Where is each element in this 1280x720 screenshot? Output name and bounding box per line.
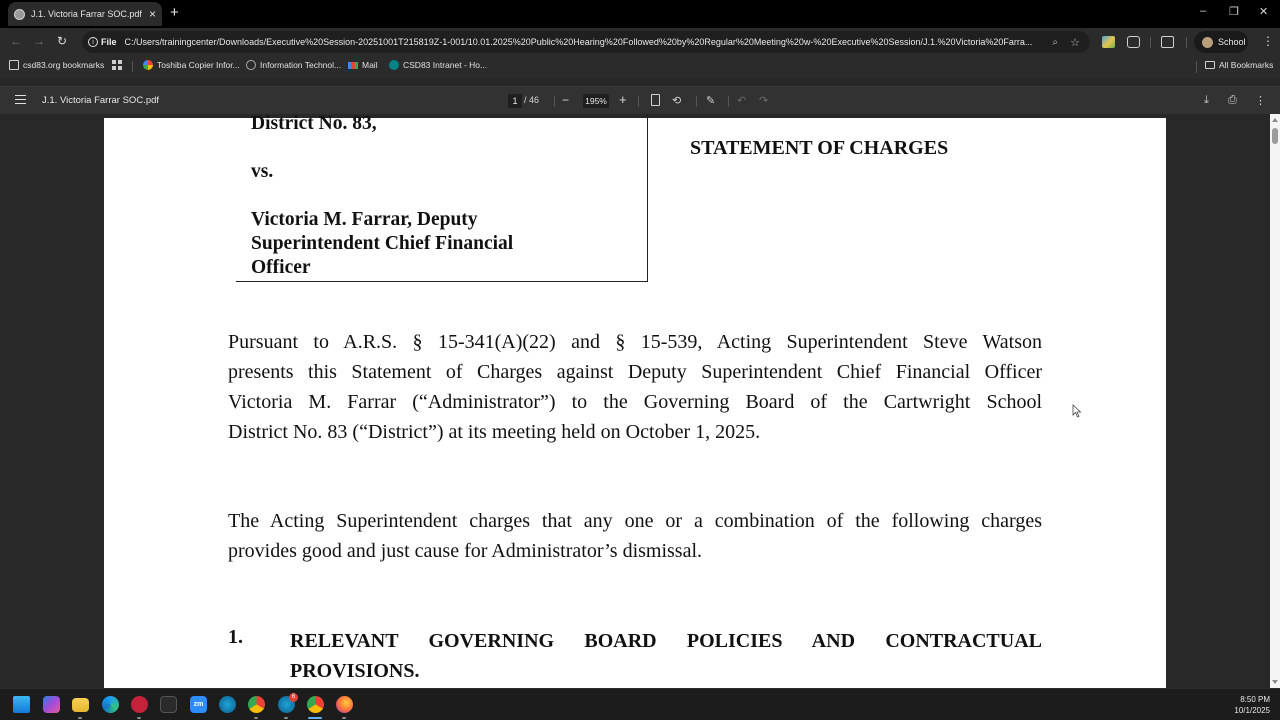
caption-respondent-3: Officer xyxy=(251,257,311,278)
zoom-in-button[interactable]: + xyxy=(619,92,627,107)
forward-button[interactable]: → xyxy=(33,34,45,48)
zoom-icon[interactable]: ⌕ xyxy=(1052,36,1058,48)
section-heading: RELEVANT GOVERNING BOARD POLICIES AND CONTRACTUAL PROVISIONS. xyxy=(290,630,1042,682)
navigation-bar xyxy=(0,28,1280,56)
google-icon xyxy=(143,60,153,70)
bookmark-csd83-intranet[interactable]: CSD83 Intranet - Ho... xyxy=(389,60,487,70)
profile-button[interactable] xyxy=(1194,31,1248,53)
page-total: / 46 xyxy=(524,95,540,105)
title-bar xyxy=(0,0,1280,28)
bookmarks-divider xyxy=(1196,61,1197,73)
apps-button[interactable] xyxy=(112,60,122,70)
scrollbar-thumb[interactable] xyxy=(1272,128,1278,144)
pdf-page xyxy=(104,114,1166,688)
tab-close-icon[interactable]: × xyxy=(148,7,156,21)
side-panel-icon[interactable] xyxy=(1161,36,1174,48)
bookmark-toshiba[interactable]: Toshiba Copier Infor... xyxy=(143,60,240,70)
caption-vs: vs. xyxy=(251,161,274,182)
terminal-icon[interactable] xyxy=(160,696,177,713)
copilot-icon[interactable] xyxy=(43,696,60,713)
extension-icon[interactable] xyxy=(1102,36,1115,48)
scroll-up-arrow-icon[interactable] xyxy=(1272,118,1278,122)
file-explorer-icon[interactable] xyxy=(72,698,89,712)
page-number-input[interactable]: 1 xyxy=(508,94,522,108)
globe-icon xyxy=(14,9,25,20)
site-icon xyxy=(246,60,256,70)
rotate-icon[interactable]: ⟲ xyxy=(672,95,682,107)
running-indicator xyxy=(284,717,288,719)
running-indicator xyxy=(342,717,346,719)
bookmark-information-technology[interactable]: Information Technol... xyxy=(246,60,341,70)
mouse-cursor-icon xyxy=(1072,404,1082,418)
scroll-down-arrow-icon[interactable] xyxy=(1272,680,1278,684)
clock-date: 10/1/2025 xyxy=(1234,706,1270,715)
section-number: 1. xyxy=(228,626,243,648)
info-icon[interactable]: i xyxy=(88,37,98,47)
url-text[interactable]: C:/Users/trainingcenter/Downloads/Executive%20Session-20251001T215819Z-1-001/10.01.2025%20Public%20Hearing%20Followed%20by%20Regular%20Meeting%20w-%20Executive%20Session/J.1.%20Victoria%20Farra... xyxy=(124,37,1033,47)
caption-respondent-1: Victoria M. Farrar, Deputy xyxy=(251,209,478,230)
fit-page-icon[interactable] xyxy=(651,94,660,106)
paragraph-charges: The Acting Superintendent charges that any one or a combination of the following charges provides good and just cause for Administrator’s dismissal. xyxy=(228,510,1042,562)
gmail-icon xyxy=(348,62,358,69)
close-window-button[interactable]: ✕ xyxy=(1259,6,1269,18)
system-clock[interactable] xyxy=(1234,694,1270,716)
webex-icon[interactable] xyxy=(219,696,236,713)
bookmarks-divider xyxy=(132,61,133,72)
bookmark-folder-csd83[interactable]: csd83.org bookmarks xyxy=(9,60,104,70)
windows-start-icon[interactable] xyxy=(13,696,30,713)
taskbar xyxy=(0,688,1280,720)
reload-button[interactable]: ↻ xyxy=(57,34,68,48)
notification-badge: 6 xyxy=(289,693,298,702)
running-indicator xyxy=(78,717,82,719)
scheme-label: File xyxy=(101,37,117,47)
browser-menu-icon[interactable]: ⋮ xyxy=(1262,34,1274,48)
extensions-puzzle-icon[interactable] xyxy=(1127,36,1140,48)
back-button[interactable]: ← xyxy=(10,34,22,48)
draw-annotate-icon[interactable]: ✎ xyxy=(706,95,716,107)
toolbar-divider xyxy=(1186,37,1187,48)
more-options-icon[interactable]: ⋮ xyxy=(1255,95,1266,107)
minimize-button[interactable]: – xyxy=(1200,5,1207,17)
folder-icon xyxy=(1205,61,1215,69)
running-indicator xyxy=(137,717,141,719)
zoom-app-icon[interactable]: zm xyxy=(190,696,207,713)
avatar xyxy=(1202,37,1213,48)
address-bar[interactable] xyxy=(82,31,1090,53)
folder-icon xyxy=(9,60,19,70)
active-indicator xyxy=(308,717,322,719)
undo-icon[interactable]: ↶ xyxy=(737,95,747,107)
tab-title: J.1. Victoria Farrar SOC.pdf xyxy=(31,9,142,19)
menu-hamburger-icon[interactable] xyxy=(15,95,26,104)
toolbar-divider xyxy=(638,96,639,107)
zoom-out-button[interactable]: − xyxy=(562,93,570,107)
toolbar-divider xyxy=(1150,37,1151,48)
running-indicator xyxy=(254,717,258,719)
all-bookmarks-button[interactable]: All Bookmarks xyxy=(1205,60,1273,70)
redo-icon[interactable]: ↷ xyxy=(759,95,769,107)
toolbar-divider xyxy=(554,96,555,107)
vertical-scrollbar[interactable] xyxy=(1270,114,1280,688)
paragraph-intro: Pursuant to A.R.S. § 15-341(A)(22) and § 15-539, Acting Superintendent Steve Watson presents this Statement of Charges against Deputy Superintendent Chief Financial Officer Victoria M. Farrar (“Administrator”) to the Governing Board of the Cartwright School District No. 83 (“District”) at its meeting held on October 1, 2025. xyxy=(228,331,1042,443)
profile-label: School xyxy=(1218,37,1246,47)
zoom-level-input[interactable]: 195% xyxy=(583,94,609,108)
toolbar-divider xyxy=(728,96,729,107)
document-title: STATEMENT OF CHARGES xyxy=(690,137,949,159)
chrome-profile-icon[interactable] xyxy=(307,696,324,713)
pdf-toolbar xyxy=(0,86,1280,114)
bookmark-mail[interactable]: Mail xyxy=(348,60,378,70)
restore-button[interactable]: ❐ xyxy=(1229,6,1239,18)
browser-tab-active[interactable] xyxy=(8,2,162,26)
pdf-title: J.1. Victoria Farrar SOC.pdf xyxy=(42,95,160,106)
sharepoint-icon xyxy=(389,60,399,70)
print-icon[interactable]: ⎙ xyxy=(1228,94,1237,106)
clock-time: 8:50 PM xyxy=(1240,695,1270,704)
bookmarks-bar xyxy=(0,56,1280,78)
firefox-icon[interactable] xyxy=(336,696,353,713)
pdf-viewer-area[interactable] xyxy=(0,114,1270,688)
chrome-icon[interactable] xyxy=(248,696,265,713)
caption-party-line: District No. 83, xyxy=(251,114,377,134)
authenticator-icon[interactable] xyxy=(131,696,148,713)
download-icon[interactable]: ⤓ xyxy=(1204,94,1209,106)
caption-respondent-2: Superintendent Chief Financial xyxy=(251,233,514,254)
edge-icon[interactable] xyxy=(102,696,119,713)
toolbar-divider xyxy=(696,96,697,107)
apps-grid-icon xyxy=(112,60,122,70)
bookmark-star-icon[interactable]: ☆ xyxy=(1070,36,1080,49)
new-tab-button[interactable]: + xyxy=(170,4,179,21)
